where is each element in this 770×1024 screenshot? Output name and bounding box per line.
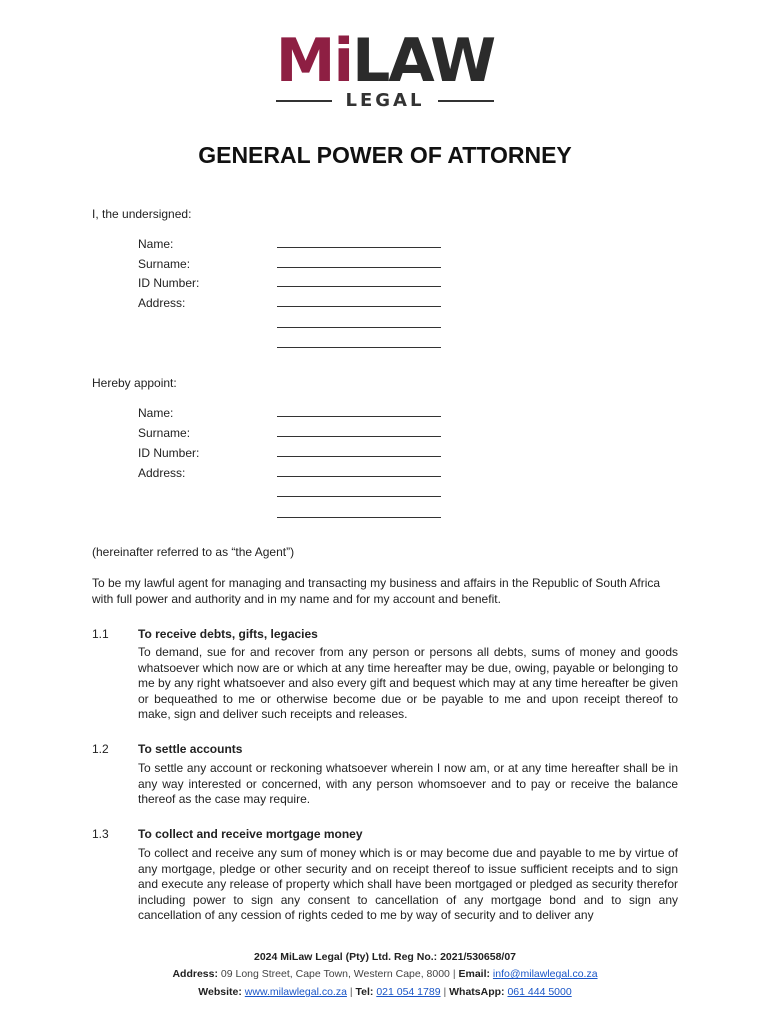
principal-id-line[interactable]: [277, 286, 441, 287]
logo-legal-row: [0, 90, 770, 111]
logo-mi: Mi: [275, 26, 353, 96]
footer-website-link[interactable]: www.milawlegal.co.za: [244, 986, 347, 998]
section-heading: To collect and receive mortgage money: [138, 827, 363, 841]
section-number: 1.3: [92, 827, 109, 841]
agent-address-line-2[interactable]: [277, 496, 441, 497]
appoint-text: Hereby appoint:: [92, 376, 177, 390]
principal-name-line[interactable]: [277, 247, 441, 248]
principal-address-line-2[interactable]: [277, 327, 441, 328]
footer-address: 09 Long Street, Cape Town, Western Cape, 8000: [220, 968, 450, 980]
agent-name-label: Name:: [138, 406, 174, 420]
footer-contact-row: [0, 986, 770, 998]
logo-wordmark: [0, 26, 770, 96]
principal-address-line-3[interactable]: [277, 347, 441, 348]
principal-name-label: Name:: [138, 237, 174, 251]
principal-surname-label: Surname:: [138, 257, 191, 271]
footer-email-label: Email:: [458, 968, 490, 980]
company-logo: [0, 26, 770, 111]
section-number: 1.2: [92, 742, 109, 756]
principal-address-line-1[interactable]: [277, 306, 441, 307]
agent-note: (hereinafter referred to as “the Agent”): [92, 545, 295, 559]
footer-tel-label: Tel:: [355, 986, 374, 998]
agent-surname-line[interactable]: [277, 436, 441, 437]
logo-legal: LEGAL: [345, 90, 425, 111]
footer-whatsapp-link[interactable]: 061 444 5000: [507, 986, 572, 998]
logo-rule-right: [438, 100, 494, 102]
footer-tel-link[interactable]: 021 054 1789: [376, 986, 441, 998]
section-number: 1.1: [92, 627, 109, 641]
agent-id-line[interactable]: [277, 456, 441, 457]
footer-company: [0, 951, 770, 963]
section-heading: To receive debts, gifts, legacies: [138, 627, 318, 641]
principal-surname-line[interactable]: [277, 267, 441, 268]
agent-address-line-3[interactable]: [277, 517, 441, 518]
agent-surname-label: Surname:: [138, 426, 191, 440]
footer-whatsapp-label: WhatsApp:: [449, 986, 505, 998]
footer-email-link[interactable]: info@milawlegal.co.za: [492, 968, 598, 980]
section-body: To demand, sue for and recover from any person or persons all debts, sums of money and goods whatsoever which now are or which at any time hereafter may be due, owing, payable or belonging to me by any right whatsoever and also every gift and bequest which may at any time hereafter be given or bequeathed to me or otherwise become due or be payable to me and upon receipt thereof to make, sign and deliver such receipts and releases.: [138, 645, 678, 721]
principal-id-label: ID Number:: [138, 276, 200, 290]
footer-separator: |: [349, 986, 353, 998]
footer-address-row: [0, 968, 770, 980]
agent-address-label: Address:: [138, 466, 186, 480]
footer-website-label: Website:: [198, 986, 242, 998]
agent-name-line[interactable]: [277, 416, 441, 417]
footer-address-label: Address:: [172, 968, 218, 980]
footer-separator: |: [443, 986, 447, 998]
section-body: To settle any account or reckoning whatsoever wherein I now am, or at any time hereafter shall be in any way interested or concerned, with any person whomsoever and to pay or receive the balance thereof as the case may require.: [138, 761, 678, 806]
agent-id-label: ID Number:: [138, 446, 200, 460]
footer-company-text: 2024 MiLaw Legal (Pty) Ltd. Reg No.: 2021/530658/07: [253, 951, 517, 963]
footer-separator: |: [452, 968, 456, 980]
intro-text: I, the undersigned:: [92, 207, 192, 221]
logo-law: LAW: [352, 26, 495, 96]
principal-address-label: Address:: [138, 296, 186, 310]
document-title: GENERAL POWER OF ATTORNEY: [198, 142, 572, 168]
purpose-paragraph: To be my lawful agent for managing and transacting my business and affairs in the Republic of South Africa with full power and authority and in my name and for my account and benefit.: [92, 576, 661, 606]
section-heading: To settle accounts: [138, 742, 243, 756]
agent-address-line-1[interactable]: [277, 476, 441, 477]
logo-rule-left: [276, 100, 332, 102]
section-body: To collect and receive any sum of money which is or may become due and payable to me by virtue of any mortgage, pledge or other security and on receipt thereof to issue sufficient receipts and to sign and execute any release of property which shall have been mortgaged or pledged as security therefor including power to sign any consent to cancellation of any mortgage bond and to sign any cancellation of any cession of rights ceded to me by way of security and to deliver any: [138, 846, 678, 922]
